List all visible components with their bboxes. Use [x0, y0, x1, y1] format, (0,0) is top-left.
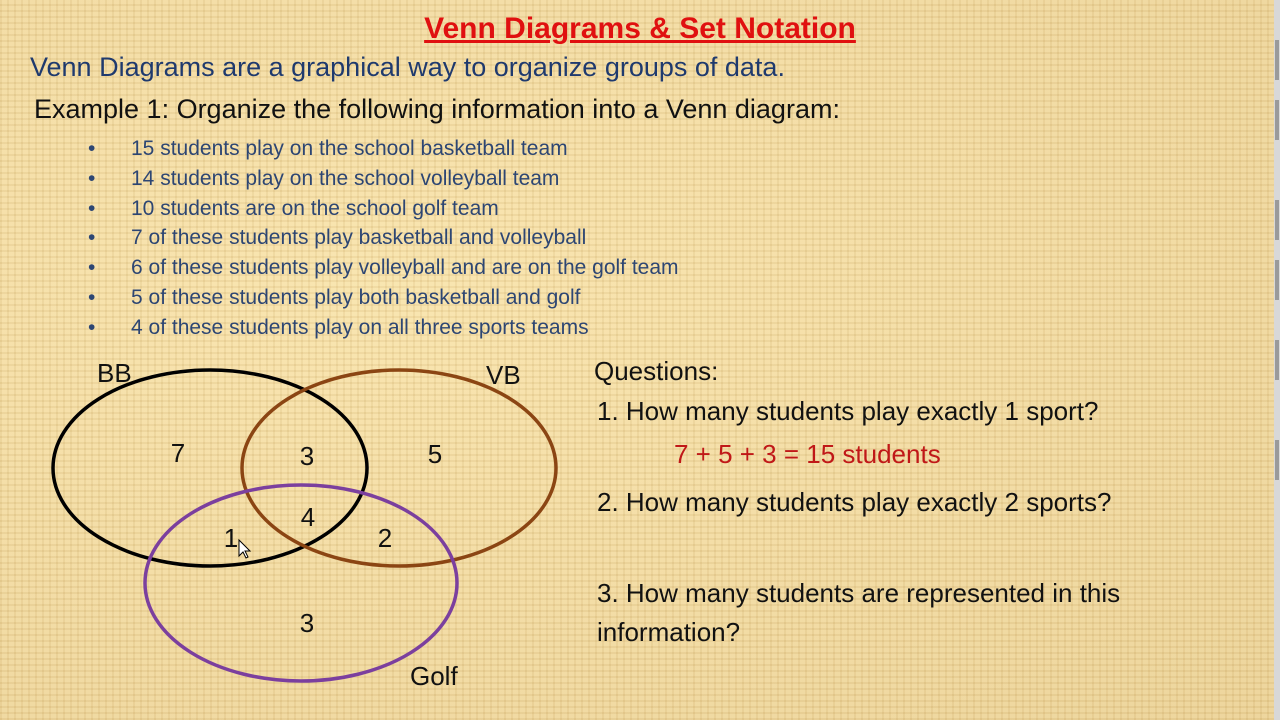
venn-diagram	[0, 0, 600, 720]
question-3-line-1: 3. How many students are represented in this	[597, 578, 1121, 608]
bullet-icon: •	[88, 285, 96, 309]
answer-1: 7 + 5 + 3 = 15 students	[674, 439, 941, 469]
bullet-text: 4 of these students play on all three sports teams	[131, 315, 589, 339]
cursor-icon	[239, 540, 250, 558]
bullet-text: 10 students are on the school golf team	[131, 196, 499, 220]
questions-heading: Questions:	[594, 356, 719, 386]
region-vb-only: 5	[427, 439, 443, 469]
bullet-text: 6 of these students play volleyball and are on the golf team	[131, 256, 679, 280]
region-bb-only: 7	[170, 438, 186, 468]
question-3-line-2: information?	[597, 617, 741, 647]
bullet-text: 15 students play on the school basketball team	[131, 137, 568, 160]
region-bb-golf: 1	[223, 523, 239, 553]
bullet-icon: •	[88, 166, 96, 190]
bb-label: BB	[97, 358, 132, 388]
bullet-icon: •	[88, 315, 96, 339]
bullet-text: 7 of these students play basketball and volleyball	[131, 226, 587, 250]
bb-circle	[53, 370, 367, 566]
region-all-three: 4	[300, 502, 316, 532]
vb-label: VB	[486, 360, 521, 390]
region-bb-vb: 3	[299, 441, 315, 471]
bullet-icon: •	[88, 226, 96, 250]
slide-title: Venn Diagrams & Set Notation	[424, 12, 856, 45]
bullet-icon: •	[88, 137, 96, 160]
example-heading: Example 1: Organize the following information into a Venn diagram:	[34, 94, 840, 124]
bullet-icon: •	[88, 196, 96, 220]
region-vb-golf: 2	[377, 523, 393, 553]
golf-label: Golf	[410, 661, 458, 691]
question-2: 2. How many students play exactly 2 sports?	[597, 487, 1112, 517]
intro-text: Venn Diagrams are a graphical way to organize groups of data.	[30, 52, 785, 82]
bullet-text: 5 of these students play both basketball and golf	[131, 285, 581, 309]
region-golf-only: 3	[299, 608, 315, 638]
scrollbar[interactable]	[1274, 0, 1280, 720]
bullet-icon: •	[88, 256, 96, 280]
bullet-text: 14 students play on the school volleyball team	[131, 166, 560, 190]
vb-circle	[242, 370, 556, 566]
question-1: 1. How many students play exactly 1 sport?	[597, 396, 1099, 426]
